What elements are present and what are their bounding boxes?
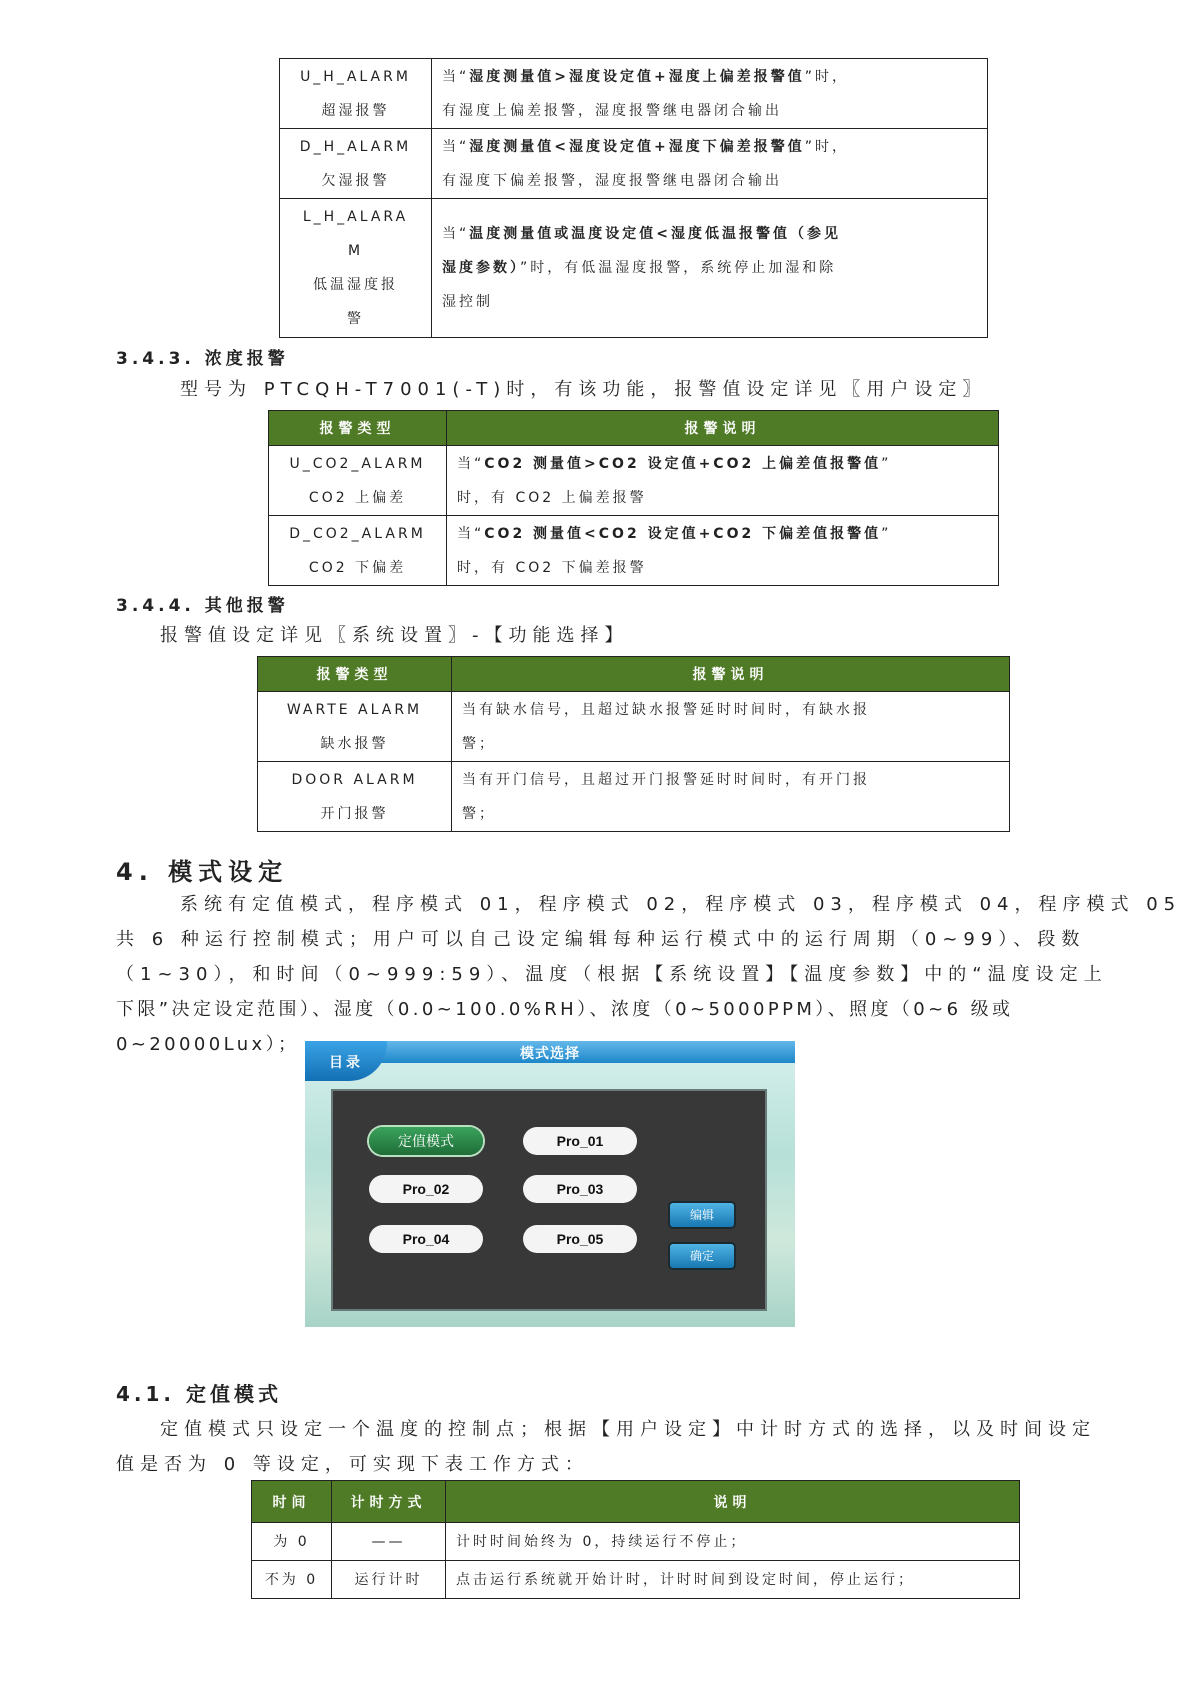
- column-header: 计时方式: [332, 1481, 446, 1523]
- table-row: 不为 0 运行计时 点击运行系统就开始计时，计时时间到设定时间，停止运行；: [252, 1561, 1020, 1599]
- section-heading: 3.4.4. 其他报警: [116, 596, 289, 616]
- alarm-code: U_H_ALARM: [300, 68, 411, 85]
- table-row: DOOR ALARM 开门报警 当有开门信号，且超过开门报警延时时间时，有开门报 警；: [258, 762, 1010, 832]
- other-alarm-table: [257, 656, 1010, 832]
- column-header: 报警类型: [269, 411, 447, 446]
- section-heading: 4.1. 定值模式: [116, 1382, 282, 1406]
- mode-pro03-button[interactable]: Pro_03: [523, 1175, 637, 1203]
- table-row: L_H_ALARA M 低温湿度报 警 当“温度测量值或温度设定值<湿度低温报警值（参见 湿度参数）”时，有低温湿度报警，系统停止加湿和除 湿控制: [280, 199, 988, 338]
- alarm-condition: 温度测量值或温度设定值<湿度低温报警值（参见: [469, 226, 841, 242]
- mode-pro04-button[interactable]: Pro_04: [369, 1225, 483, 1253]
- column-header: 说明: [446, 1481, 1020, 1523]
- mode-constant-button[interactable]: 定值模式: [369, 1127, 483, 1155]
- menu-tab[interactable]: 目录: [305, 1041, 387, 1081]
- table-row: U_CO2_ALARM CO2 上偏差 当“CO2 测量值>CO2 设定值+CO2 上偏差值报警值” 时，有 CO2 上偏差报警: [269, 446, 999, 516]
- chapter-heading: 4. 模式设定: [116, 858, 289, 886]
- column-header: 报警类型: [258, 657, 452, 692]
- paragraph: 共 6 种运行控制模式；用户可以自己设定编辑每种运行模式中的运行周期（0~99）、段数: [116, 929, 1086, 950]
- table-row: D_H_ALARM 欠湿报警 当“湿度测量值<湿度设定值+湿度下偏差报警值”时， 有湿度下偏差报警，湿度报警继电器闭合输出: [280, 129, 988, 199]
- paragraph: 型号为 PTCQH-T7001(-T)时，有该功能，报警值设定详见〖用户设定〗: [180, 379, 987, 400]
- column-header: 报警说明: [447, 411, 999, 446]
- column-header: 报警说明: [452, 657, 1010, 692]
- table-row: 为 0 —— 计时时间始终为 0，持续运行不停止；: [252, 1523, 1020, 1561]
- table-row: D_CO2_ALARM CO2 下偏差 当“CO2 测量值<CO2 设定值+CO2 下偏差值报警值” 时，有 CO2 下偏差报警: [269, 516, 999, 586]
- paragraph: 定值模式只设定一个温度的控制点；根据【用户设定】中计时方式的选择，以及时间设定: [160, 1419, 1096, 1440]
- paragraph: 值是否为 0 等设定，可实现下表工作方式：: [116, 1454, 589, 1475]
- co2-alarm-table: [268, 410, 999, 586]
- paragraph: 报警值设定详见〖系统设置〗-【功能选择】: [160, 625, 629, 646]
- table-row: WARTE ALARM 缺水报警 当有缺水信号，且超过缺水报警延时时间时，有缺水报 警；: [258, 692, 1010, 762]
- screen-title: 模式选择: [520, 1046, 580, 1062]
- paragraph: 系统有定值模式，程序模式 01，程序模式 02，程序模式 03，程序模式 04，程序模式 05: [180, 894, 1182, 915]
- alarm-condition: 湿度测量值>湿度设定值+湿度上偏差报警值: [469, 68, 805, 85]
- confirm-button[interactable]: 确定: [670, 1244, 734, 1268]
- paragraph: （1~30），和时间（0~999:59）、温度（根据【系统设置】【温度参数】中的“温度设定上: [116, 964, 1108, 985]
- humidity-alarm-table: [279, 58, 988, 338]
- mode-panel: [333, 1091, 765, 1309]
- constant-mode-table: [251, 1480, 1020, 1599]
- mode-pro01-button[interactable]: Pro_01: [523, 1127, 637, 1155]
- mode-select-screen: [305, 1041, 795, 1327]
- alarm-condition: 湿度测量值<湿度设定值+湿度下偏差报警值: [469, 138, 805, 155]
- alarm-name: 欠湿报警: [321, 172, 390, 189]
- mode-pro02-button[interactable]: Pro_02: [369, 1175, 483, 1203]
- section-heading: 3.4.3. 浓度报警: [116, 349, 289, 369]
- mode-pro05-button[interactable]: Pro_05: [523, 1225, 637, 1253]
- column-header: 时间: [252, 1481, 332, 1523]
- alarm-name: 超湿报警: [321, 102, 390, 119]
- paragraph: 下限”决定设定范围）、湿度（0.0~100.0%RH）、浓度（0~5000PPM）、照度（0~6 级或 0~20000Lux）；: [116, 999, 1014, 1055]
- alarm-code: D_H_ALARM: [299, 138, 412, 155]
- edit-button[interactable]: 编辑: [670, 1203, 734, 1227]
- table-row: U_H_ALARM 超湿报警 当“湿度测量值>湿度设定值+湿度上偏差报警值”时， 有湿度上偏差报警，湿度报警继电器闭合输出: [280, 59, 988, 129]
